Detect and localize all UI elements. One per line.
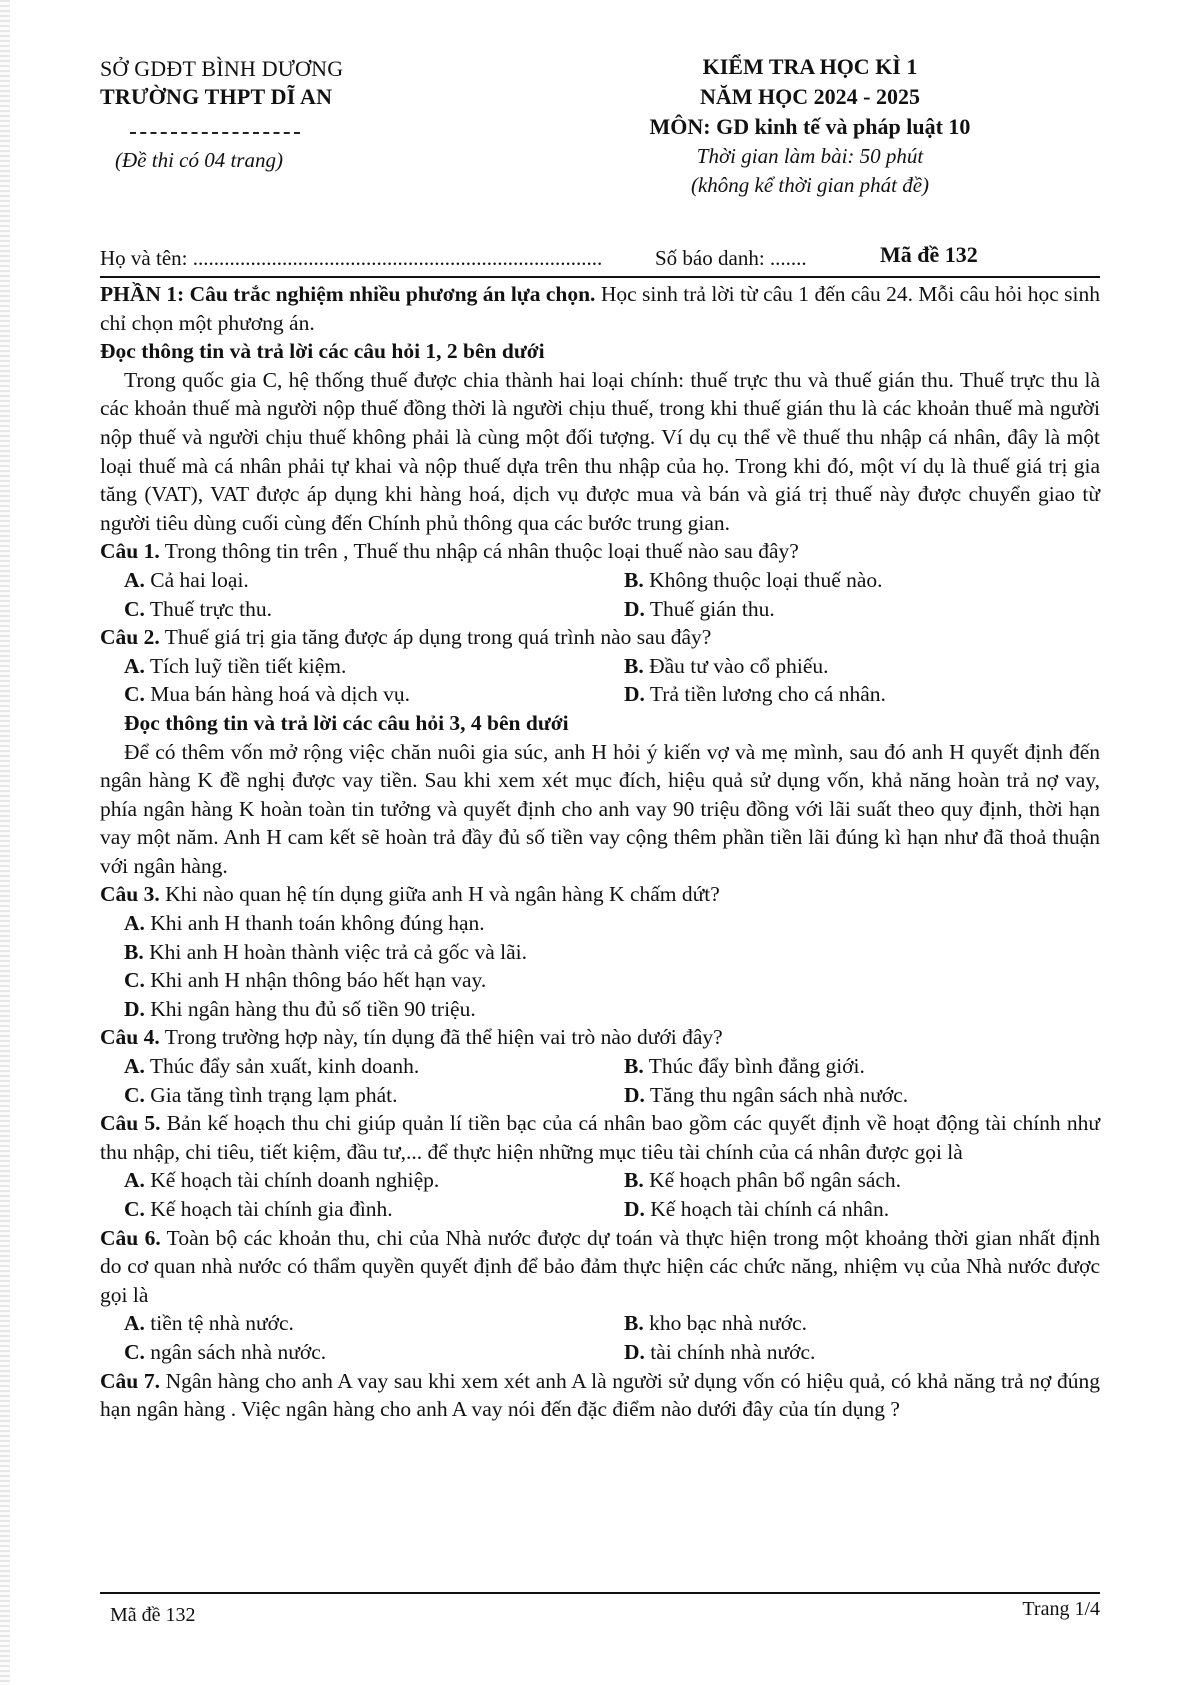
q5-options	[100, 1166, 1100, 1223]
q3-option-d: D. Khi ngân hàng thu đủ số tiền 90 triệu.	[124, 996, 476, 1021]
department: SỞ GDĐT BÌNH DƯƠNG	[100, 56, 344, 81]
q3-options	[100, 909, 1100, 1023]
q3-number: Câu 3.	[100, 882, 160, 907]
exam-header	[100, 52, 1100, 252]
q6-text: Toàn bộ các khoản thu, chi của Nhà nước được dự toán và thực hiện trong một khoảng thời gian nhất định do cơ quan nhà nước có thẩm quyền quyết định để bảo đảm thực hiện các chức năng, nhiệm vụ của Nhà nước được gọi là	[100, 1225, 1100, 1307]
q1-text: Trong thông tin trên , Thuế thu nhập cá nhân thuộc loại thuế nào sau đây?	[159, 539, 799, 564]
q3-option-a: A. Khi anh H thanh toán không đúng hạn.	[124, 911, 485, 936]
q6-option-d: D. tài chính nhà nước.	[624, 1339, 816, 1364]
page-footer	[100, 1592, 1100, 1634]
part1-intro	[100, 280, 1100, 337]
question-7	[100, 1367, 1100, 1424]
q7-text: Ngân hàng cho anh A vay sau khi xem xét anh A là người sử dụng vốn có hiệu quả, có khả năng trả nợ đúng hạn ngân hàng . Việc ngân hàng cho anh A vay nói đến đặc điểm nào dưới đây của tín dụng ?	[100, 1368, 1100, 1422]
question-3	[100, 880, 1100, 909]
page-count-note: (Đề thi có 04 trang)	[115, 148, 283, 172]
subject: MÔN: GD kinh tế và pháp luật 10	[649, 114, 971, 139]
q6-options	[100, 1309, 1100, 1366]
q1-option-c: C. Thuế trực thu.	[124, 596, 273, 621]
q7-number: Câu 7.	[100, 1368, 160, 1393]
q2-option-c: C. Mua bán hàng hoá và dịch vụ.	[124, 682, 411, 707]
q6-option-b: B. kho bạc nhà nước.	[624, 1311, 808, 1336]
header-right	[540, 52, 1080, 200]
sbd-field: Số báo danh: .......	[655, 246, 807, 270]
part1-desc: Học sinh trả lời từ câu 1 đến câu 24. Mỗi câu hỏi học sinh chỉ chọn một phương án.	[100, 282, 1100, 335]
q2-text: Thuế giá trị gia tăng được áp dụng trong quá trình nào sau đây?	[159, 625, 712, 650]
q2-option-d: D. Trả tiền lương cho cá nhân.	[624, 682, 886, 707]
exam-title: KIỂM TRA HỌC KÌ 1	[702, 54, 918, 79]
footer-page-number: Trang 1/4	[1022, 1598, 1100, 1620]
q1-option-b: B. Không thuộc loại thuế nào.	[624, 567, 883, 592]
q2-option-b: B. Đầu tư vào cổ phiếu.	[624, 653, 829, 678]
q2-option-a: A. Tích luỹ tiền tiết kiệm.	[124, 653, 347, 678]
q6-number: Câu 6.	[100, 1225, 161, 1250]
name-field: Họ và tên: ..............................................................................	[100, 246, 603, 270]
q4-options	[100, 1052, 1100, 1109]
question-4	[100, 1023, 1100, 1052]
q1-option-d: D. Thuế gián thu.	[624, 596, 775, 621]
q1-options	[100, 566, 1100, 623]
divider	[130, 132, 300, 134]
q6-option-a: A. tiền tệ nhà nước.	[124, 1311, 294, 1336]
q4-option-d: D. Tăng thu ngân sách nhà nước.	[624, 1082, 909, 1107]
q1-option-a: A. Cả hai loại.	[124, 567, 249, 592]
q3-text: Khi nào quan hệ tín dụng giữa anh H và ngân hàng K chấm dứt?	[159, 882, 720, 907]
q4-option-b: B. Thúc đẩy bình đẳng giới.	[624, 1054, 865, 1079]
q3-option-b: B. Khi anh H hoàn thành việc trả cả gốc và lãi.	[124, 939, 527, 964]
q5-option-c: C. Kế hoạch tài chính gia đình.	[124, 1197, 393, 1221]
exam-content	[100, 280, 1100, 1424]
q5-number: Câu 5.	[100, 1111, 161, 1136]
q4-text: Trong trường hợp này, tín dụng đã thể hiện vai trò nào dưới đây?	[159, 1025, 723, 1050]
scan-edge	[0, 0, 10, 1685]
q4-number: Câu 4.	[100, 1025, 160, 1050]
student-info-line	[100, 242, 1100, 278]
part1-title: PHẦN 1: Câu trắc nghiệm nhiều phương án lựa chọn.	[100, 282, 596, 306]
q6-option-c: C. ngân sách nhà nước.	[124, 1339, 327, 1364]
reading2-heading: Đọc thông tin và trả lời các câu hỏi 3, 4 bên dưới	[124, 710, 569, 735]
q4-option-c: C. Gia tăng tình trạng lạm phát.	[124, 1082, 398, 1107]
school-name: TRƯỜNG THPT DĨ AN	[100, 84, 333, 109]
reading1-text: Trong quốc gia C, hệ thống thuế được chia thành hai loại chính: thuế trực thu và thuế gián thu. Thuế trực thu là các khoản thuế mà người nộp thuế đồng thời là người chịu thuế, trong khi thuế gián thu là các khoản thuế mà người nộp thuế và người chịu thuế không phải là cùng một đối tượng. Ví dụ cụ thể về thuế thu nhập cá nhân, đây là một loại thuế mà cá nhân phải tự khai và nộp thuế dựa trên thu nhập của họ. Trong khi đó, một ví dụ là thuế giá trị gia tăng (VAT), VAT được áp dụng khi hàng hoá, dịch vụ được mua và bán và giá trị thuế này được chuyển giao từ người tiêu dùng cuối cùng đến Chính phủ thông qua các bước trung gian.	[100, 367, 1100, 535]
q3-option-c: C. Khi anh H nhận thông báo hết hạn vay.	[124, 968, 487, 993]
question-6	[100, 1224, 1100, 1310]
footer-exam-code: Mã đề 132	[110, 1604, 196, 1626]
q2-options	[100, 652, 1100, 709]
q5-text: Bản kế hoạch thu chi giúp quản lí tiền bạc của cá nhân bao gồm các quyết định về hoạt động tài chính như thu nhập, chi tiêu, tiết kiệm, đầu tư,... để thực hiện những mục tiêu tài chính của cá nhân được gọi là	[100, 1111, 1100, 1164]
q5-option-d: D. Kế hoạch tài chính cá nhân.	[624, 1197, 890, 1221]
question-5	[100, 1109, 1100, 1166]
q2-number: Câu 2.	[100, 625, 160, 650]
time-limit: Thời gian làm bài: 50 phút	[696, 144, 924, 168]
q4-option-a: A. Thúc đẩy sản xuất, kinh doanh.	[124, 1054, 420, 1079]
time-note: (không kể thời gian phát đề)	[690, 173, 930, 197]
question-1	[100, 537, 1100, 566]
school-year: NĂM HỌC 2024 - 2025	[700, 84, 920, 109]
reading1-heading: Đọc thông tin và trả lời các câu hỏi 1, 2 bên dưới	[100, 339, 545, 364]
header-left	[100, 56, 520, 173]
reading2-text: Để có thêm vốn mở rộng việc chăn nuôi gia súc, anh H hỏi ý kiến vợ và mẹ mình, sau đó anh H quyết định đến ngân hàng K đề nghị được vay tiền. Sau khi xem xét mục đích, hiệu quả sử dụng vốn, khả năng hoàn trả nợ vay, phía ngân hàng K hoàn toàn tin tưởng và quyết định cho anh vay 90 triệu đồng với lãi suất theo quy định, thời hạn vay một năm. Anh H cam kết sẽ hoàn trả đầy đủ số tiền vay cộng thêm phần tiền lãi đúng kì hạn như đã thoả thuận với ngân hàng.	[100, 739, 1100, 878]
exam-page	[100, 52, 1100, 1424]
exam-code: Mã đề 132	[880, 242, 978, 267]
q5-option-a: A. Kế hoạch tài chính doanh nghiệp.	[124, 1168, 440, 1193]
q5-option-b: B. Kế hoạch phân bổ ngân sách.	[624, 1168, 902, 1193]
q1-number: Câu 1.	[100, 539, 160, 564]
question-2	[100, 623, 1100, 652]
